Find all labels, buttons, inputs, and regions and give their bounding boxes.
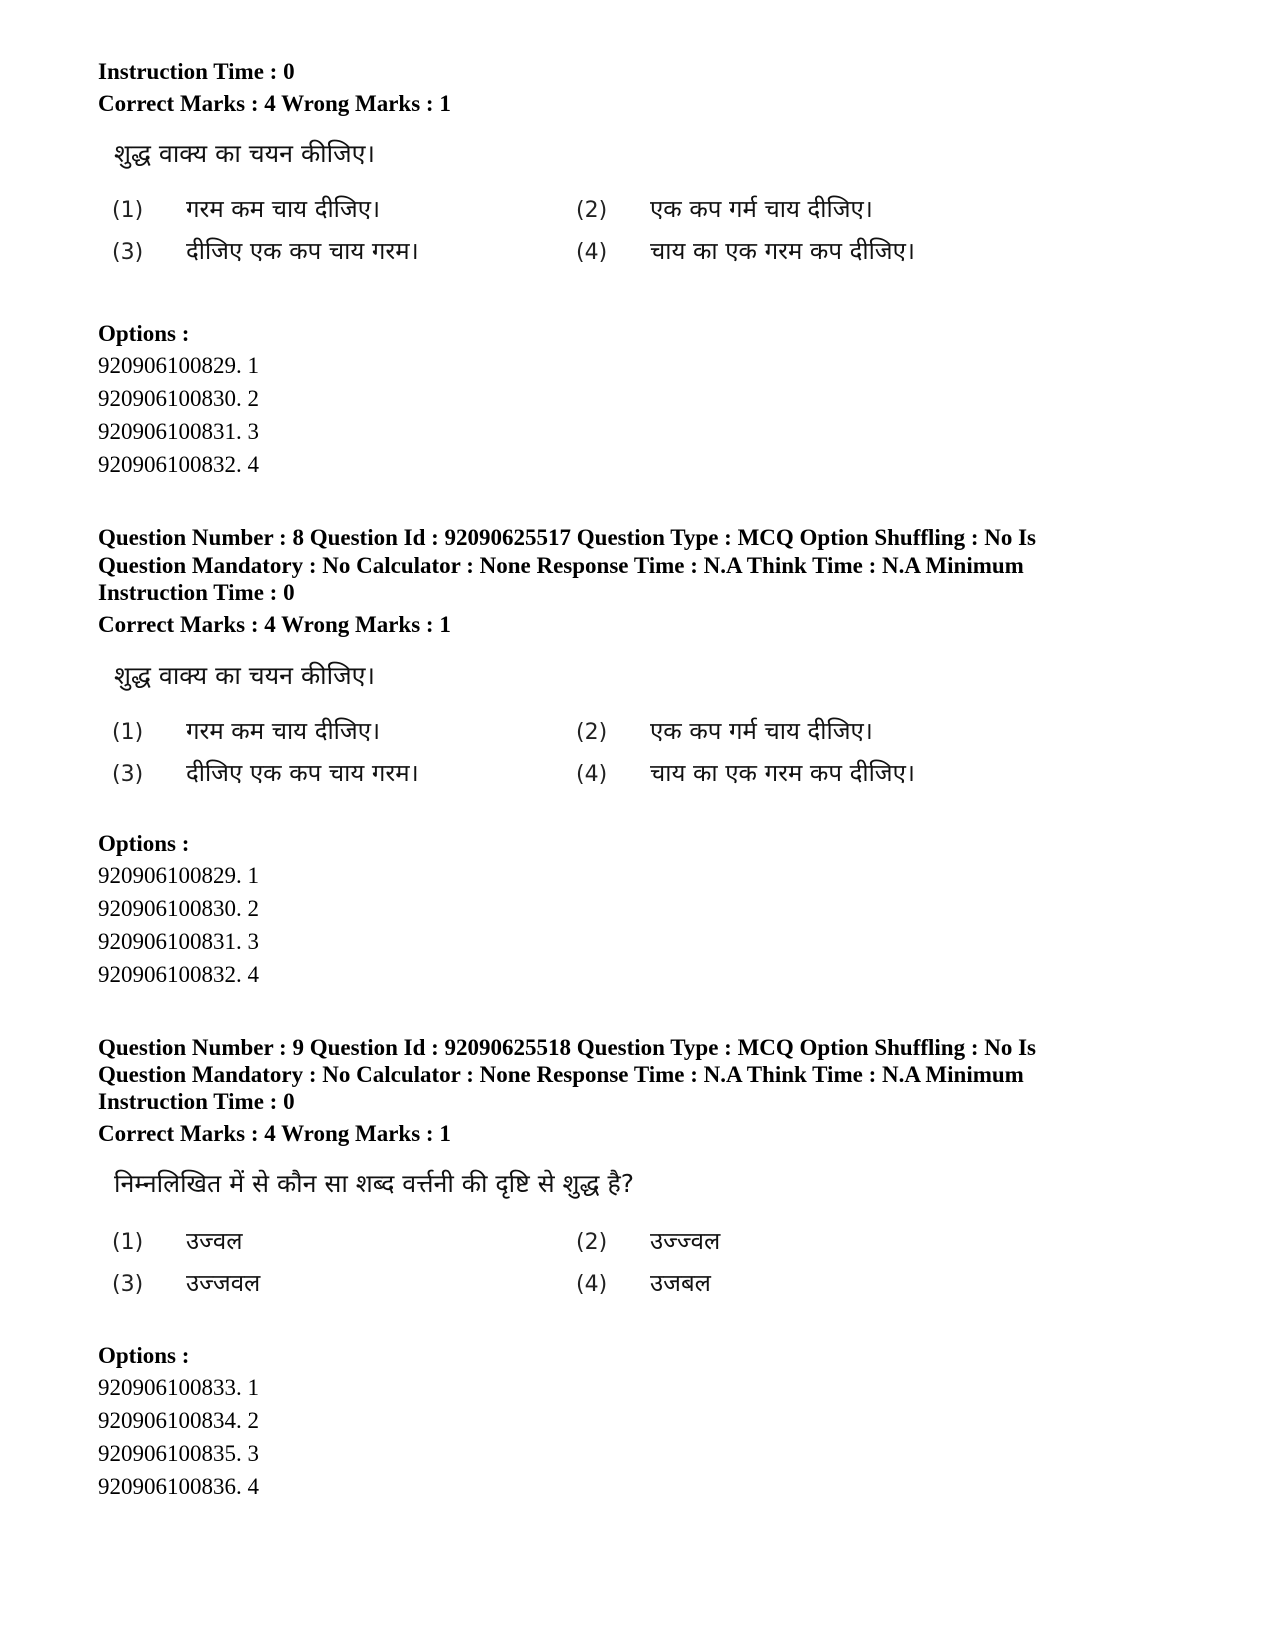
marks-line: Correct Marks : 4 Wrong Marks : 1 — [98, 1121, 451, 1146]
choice-text: एक कप गर्म चाय दीजिए। — [650, 717, 873, 745]
option-item: 920906100831. 3 — [98, 929, 259, 954]
choice-number: (4) — [576, 240, 608, 265]
question-header-line: Question Mandatory : No Calculator : None Response Time : N.A Think Time : N.A Minimum — [98, 1062, 1024, 1087]
question-stem: शुद्ध वाक्य का चयन कीजिए। — [114, 139, 375, 168]
choice-number: (1) — [112, 720, 144, 745]
question-header-line: Question Mandatory : No Calculator : None Response Time : N.A Think Time : N.A Minimum — [98, 553, 1024, 578]
question-stem: निम्नलिखित में से कौन सा शब्द वर्त्तनी की दृष्टि से शुद्ध है? — [114, 1169, 635, 1198]
option-item: 920906100829. 1 — [98, 863, 259, 888]
option-item: 920906100829. 1 — [98, 353, 259, 378]
option-item: 920906100833. 1 — [98, 1375, 259, 1400]
choice-number: (2) — [576, 720, 608, 745]
choice-number: (1) — [112, 1230, 144, 1255]
option-item: 920906100830. 2 — [98, 896, 259, 921]
choice-text: दीजिए एक कप चाय गरम। — [186, 237, 419, 265]
choice-text: एक कप गर्म चाय दीजिए। — [650, 195, 873, 223]
choice-text: उज्जवल — [186, 1269, 261, 1297]
marks-line: Correct Marks : 4 Wrong Marks : 1 — [98, 91, 451, 116]
instruction-time: Instruction Time : 0 — [98, 59, 295, 84]
choice-text: गरम कम चाय दीजिए। — [186, 717, 381, 745]
choice-text: चाय का एक गरम कप दीजिए। — [650, 237, 915, 265]
options-label: Options : — [98, 321, 190, 346]
question-image — [98, 1168, 998, 1308]
question-stem: शुद्ध वाक्य का चयन कीजिए। — [114, 661, 375, 690]
choice-number: (3) — [112, 240, 144, 265]
choice-text: दीजिए एक कप चाय गरम। — [186, 759, 419, 787]
marks-line: Correct Marks : 4 Wrong Marks : 1 — [98, 612, 451, 637]
instruction-time: Instruction Time : 0 — [98, 580, 295, 605]
choice-number: (4) — [576, 1272, 608, 1297]
question-image — [98, 660, 998, 800]
choice-number: (2) — [576, 1230, 608, 1255]
option-item: 920906100836. 4 — [98, 1474, 259, 1499]
options-label: Options : — [98, 831, 190, 856]
options-label: Options : — [98, 1343, 190, 1368]
choice-text: चाय का एक गरम कप दीजिए। — [650, 759, 915, 787]
choice-number: (3) — [112, 1272, 144, 1297]
option-item: 920906100832. 4 — [98, 962, 259, 987]
question-header-line: Question Number : 9 Question Id : 92090625518 Question Type : MCQ Option Shuffling : No Is — [98, 1035, 1037, 1060]
choice-text: उज्वल — [186, 1227, 243, 1255]
question-image — [98, 138, 998, 278]
choice-text: उज्ज्वल — [650, 1227, 721, 1255]
option-item: 920906100835. 3 — [98, 1441, 259, 1466]
choice-text: उजबल — [650, 1269, 711, 1297]
choice-number: (3) — [112, 762, 144, 787]
instruction-time: Instruction Time : 0 — [98, 1089, 295, 1114]
option-item: 920906100832. 4 — [98, 452, 259, 477]
choice-number: (2) — [576, 198, 608, 223]
choice-text: गरम कम चाय दीजिए। — [186, 195, 381, 223]
question-header-line: Question Number : 8 Question Id : 92090625517 Question Type : MCQ Option Shuffling : No Is — [98, 525, 1037, 550]
choice-number: (4) — [576, 762, 608, 787]
option-item: 920906100830. 2 — [98, 386, 259, 411]
option-item: 920906100834. 2 — [98, 1408, 259, 1433]
choice-number: (1) — [112, 198, 144, 223]
option-item: 920906100831. 3 — [98, 419, 259, 444]
